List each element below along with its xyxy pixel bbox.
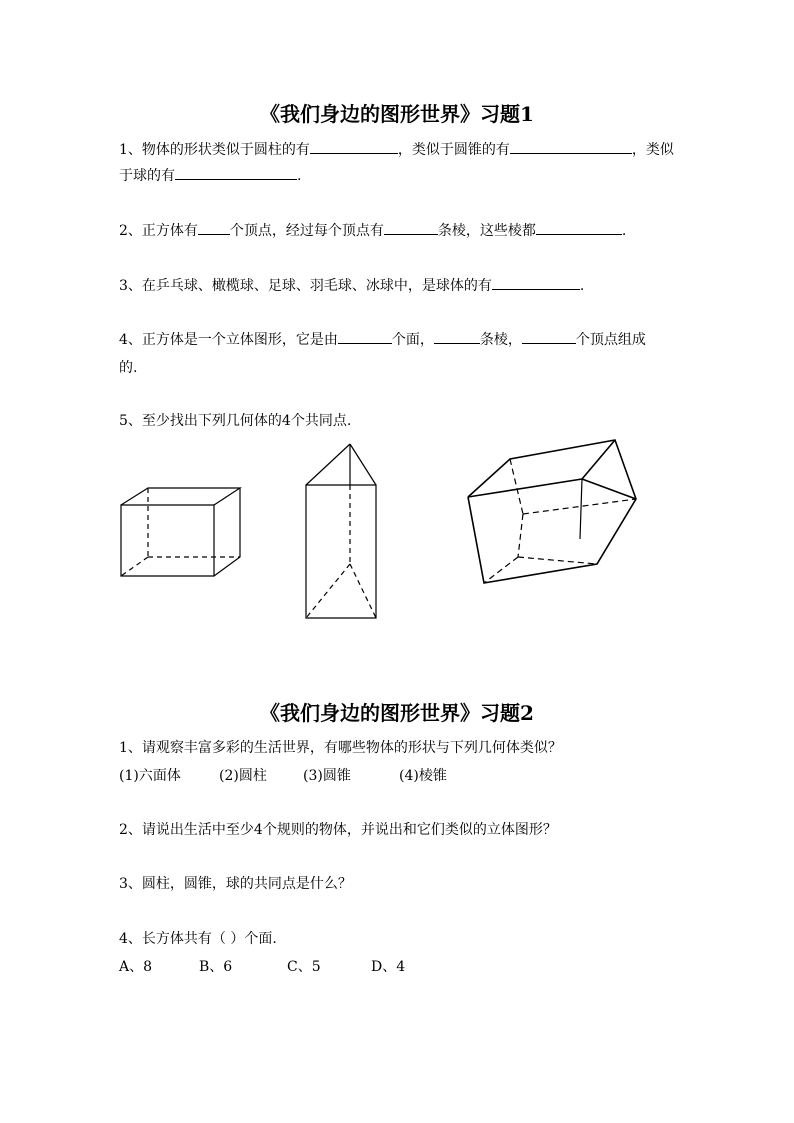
ex1-q3-text-a: 3、在乒乓球、橄榄球、足球、羽毛球、冰球中，是球体的有 bbox=[119, 278, 492, 294]
ex1-question-4-line2: 的. bbox=[119, 360, 138, 376]
exercise1-title: 《我们身边的图形世界》习题1 bbox=[260, 102, 534, 126]
ex1-q3-blank-spheres[interactable] bbox=[492, 275, 580, 290]
ex1-q1-text-e: . bbox=[297, 168, 302, 184]
ex1-question-4-line1 bbox=[119, 329, 646, 349]
ex1-q1-blank-cylinder[interactable] bbox=[310, 139, 398, 154]
ex2-q1-option-1: (1)六面体 bbox=[119, 768, 181, 784]
ex1-q4-text-c: 条棱， bbox=[479, 332, 522, 348]
cuboid-figure bbox=[110, 478, 250, 588]
ex1-q4-blank-vertices[interactable] bbox=[522, 329, 576, 344]
ex1-q2-text-d: . bbox=[621, 223, 627, 239]
ex2-question-4-choices bbox=[119, 956, 431, 976]
ex1-q1-text-d: 于球的有 bbox=[119, 168, 175, 184]
ex1-q2-text-a: 2、正方体有 bbox=[119, 223, 198, 239]
ex2-q1-option-4: (4)棱锥 bbox=[399, 768, 447, 784]
ex2-question-1-options bbox=[119, 765, 479, 785]
ex2-q1-option-2: (2)圆柱 bbox=[219, 768, 267, 784]
ex1-q4-text-d: 个顶点组成 bbox=[575, 332, 646, 348]
exercise2-title: 《我们身边的图形世界》习题2 bbox=[260, 701, 534, 725]
ex1-q1-blank-cone[interactable] bbox=[510, 139, 632, 154]
ex1-question-3 bbox=[119, 275, 584, 295]
ex1-q1-text-a: 1、物体的形状类似于圆柱的有 bbox=[119, 142, 310, 158]
ex1-q4-blank-faces[interactable] bbox=[338, 329, 392, 344]
ex2-question-3: 3、圆柱，圆锥，球的共同点是什么？ bbox=[119, 876, 352, 892]
ex2-q4-choice-c[interactable]: C、5 bbox=[287, 959, 321, 975]
ex2-question-1: 1、请观察丰富多彩的生活世界，有哪些物体的形状与下列几何体类似？ bbox=[119, 740, 562, 756]
ex2-q4-choice-b[interactable]: B、6 bbox=[199, 959, 233, 975]
ex1-q1-text-c: ，类似 bbox=[631, 142, 674, 158]
ex1-question-5: 5、至少找出下列几何体的4个共同点. bbox=[119, 413, 352, 429]
ex2-question-4: 4、长方体共有（ ）个面. bbox=[119, 931, 277, 947]
ex2-q4-choice-a[interactable]: A、8 bbox=[119, 959, 153, 975]
ex1-q2-blank-edges-property[interactable] bbox=[536, 220, 622, 235]
ex1-question-1-line1 bbox=[119, 139, 674, 159]
ex1-q2-text-c: 条棱，这些棱都 bbox=[437, 223, 536, 239]
ex1-q1-blank-sphere[interactable] bbox=[175, 165, 297, 180]
hexagonal-prism-figure bbox=[460, 432, 645, 592]
ex1-q1-text-b: ，类似于圆锥的有 bbox=[397, 142, 510, 158]
ex1-q2-text-b: 个顶点，经过每个顶点有 bbox=[229, 223, 384, 239]
ex1-q3-text-b: . bbox=[579, 278, 585, 294]
ex1-q4-text-a: 4、正方体是一个立体图形，它是由 bbox=[119, 332, 338, 348]
ex2-q1-option-3: (3)圆锥 bbox=[303, 768, 351, 784]
triangular-prism-figure bbox=[298, 440, 384, 625]
ex1-q2-blank-edges[interactable] bbox=[384, 220, 438, 235]
ex1-q4-text-b: 个面， bbox=[391, 332, 434, 348]
ex1-question-1-line2 bbox=[119, 165, 301, 185]
ex1-q4-blank-edges[interactable] bbox=[434, 329, 480, 344]
ex2-question-2: 2、请说出生活中至少4个规则的物体，并说出和它们类似的立体图形？ bbox=[119, 822, 557, 838]
ex2-q4-choice-d[interactable]: D、4 bbox=[371, 959, 406, 975]
ex1-q2-blank-vertices[interactable] bbox=[198, 220, 230, 235]
ex1-question-2 bbox=[119, 220, 626, 240]
